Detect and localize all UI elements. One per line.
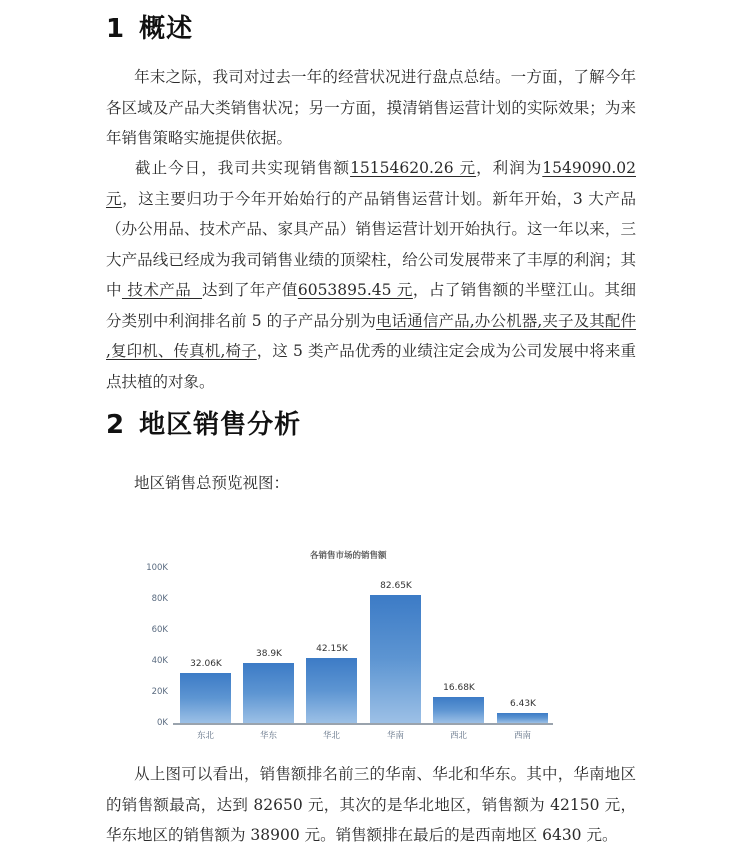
paragraph-text: 从上图可以看出，销售额排名前三的华南、华北和华东。其中，华南地区的销售额最高，达到 82650 元，其次的是华北地区，销售额为 42150 元，华东地区的销售额为 38900 元。销售额排在最后的是西南地区 6430 元。 [106,765,636,844]
analysis-paragraph [106,759,636,851]
section-title: 概述 [139,14,194,44]
bar-value-label: 16.68K [443,683,475,693]
chart-intro [106,468,636,499]
bar-value-label: 6.43K [510,699,536,709]
total-sales-value: 15154620.26 元 [350,159,477,177]
y-tick: 80K [151,594,168,604]
bar [497,713,548,723]
y-tick: 100K [146,563,168,573]
x-axis-line [173,723,553,725]
bar-value-label: 42.15K [316,644,348,654]
bar-value-label: 82.65K [380,581,412,591]
paragraph-text: ，这主要归功于今年开始始行的产品销售运营计划。新年开始，3 大产品（办公用品、技术产品、家具产品）销售运营计划开始执行。这一年以来，三大产品线已经成为我司销售业绩的顶梁柱，给公司发展带来了丰厚的利润；其中 [106,189,636,299]
paragraph-text: 达到了年产值 [202,281,298,299]
paragraph-text: 年末之际，我司对过去一年的经营状况进行盘点总结。一方面，了解今年各区域及产品大类销售状况；另一方面，摸清销售运营计划的实际效果；为来年销售策略实施提供依据。 [106,68,636,147]
chart-title: 各销售市场的销售额 [310,551,387,561]
bar [306,658,357,723]
overview-paragraph-2 [106,153,636,397]
section-number: 1 [106,14,126,44]
y-tick: 0K [157,718,168,728]
x-tick: 东北 [196,731,214,741]
overview-paragraph-1 [106,62,636,154]
bar [433,697,484,723]
section-1-heading [106,8,193,45]
x-tick: 华东 [259,731,277,741]
section-2-heading [106,404,301,441]
bar-value-label: 32.06K [190,659,222,669]
paragraph-text: 截止今日，我司共实现销售额 [134,159,351,177]
top-product-value: 6053895.45 元 [297,281,413,299]
paragraph-text: ，利润为 [476,159,543,177]
x-tick: 西南 [513,731,531,741]
y-tick: 40K [151,656,168,666]
x-tick: 华北 [322,731,340,741]
bar-value-label: 38.9K [256,649,282,659]
y-tick: 20K [151,687,168,697]
bar [180,673,231,723]
x-tick: 华南 [386,731,404,741]
paragraph-text: 地区销售总预览视图： [134,474,290,492]
section-title: 地区销售分析 [139,410,302,440]
section-number: 2 [106,410,126,440]
paragraph-text: ，这 5 类产品优秀的业绩注定会成为公司发展中将来重点扶植的对象。 [106,342,636,391]
paragraph-text: ，占了销售额的半壁江山。其细分类别中利润排名前 5 的子产品分别为 [106,281,636,330]
bar [370,595,421,723]
total-profit-value: 1549090.02 元 [106,159,636,208]
bar [243,663,294,723]
top5-products: 电话通信产品,办公机器,夹子及其配件 ,复印机、传真机,椅子 [106,311,637,360]
top-product-name: 技术产品 [121,281,203,299]
regional-sales-chart [140,545,570,745]
y-tick: 60K [151,625,168,635]
x-tick: 西北 [449,731,467,741]
